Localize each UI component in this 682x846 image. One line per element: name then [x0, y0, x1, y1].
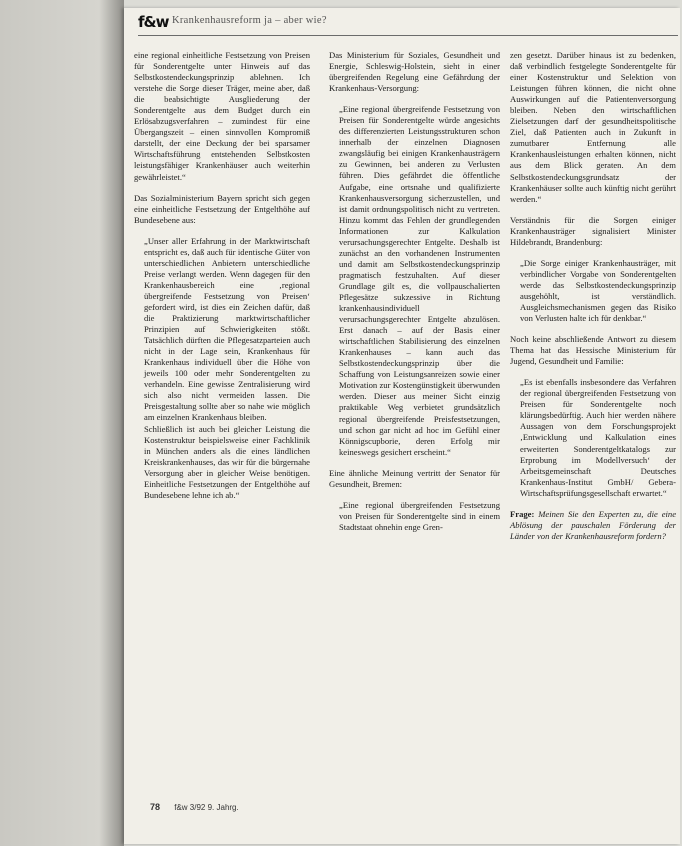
quote-paragraph: „Eine regional übergreifende Festsetzung von Preisen für Sonderentgelte würde angesichts des differenzierten Leistungsstrukturen schon innerhalb der einzelnen Diagnosen zwangsläufig bei einigen Krankenhausträgern zu Gewinnen, bei anderen zu Verlusten führen. Dies gefährdet die öffentliche Aufgabe, eine ortsnahe und qualifizierte Krankenhausversorgung sicherzustellen, und ist damit ordnungspolitisch nicht zu vertreten. Hinzu kommt das Fehlen der grundlegenden Informationen zur Kalkulation verursachungsgerechter Entgelte. Deshalb ist zunächst an den vorhandenen Instrumenten und damit am Selbstkostendeckungsprinzip pragmatisch festzuhalten. Auf dieser Grundlage gilt es, die vollpauschalierten Pflegesätze sukzessive in Richtung krankenhausindividuell verursachungsgerechter Entgelte abzulösen. Erst danach – auf der Basis einer wirtschaftlichen Stabilisierung des einzelnen Krankenhauses – kann auch das Selbstkostendeckungsprinzip über die Schaffung von Leistungsanreizen sowie einer Motivation zur Kostengünstigkeit überwunden werden. Dieser aus meiner Sicht einzig praktikable Weg verbietet grundsätzlich regional übergreifende Preisfestsetzungen, und schon gar nicht ad hoc im Gefühl einer Könnigscupborie, deren Erfolg mir keineswegs gesichert erscheint.“ [339, 104, 500, 457]
column-3 [510, 50, 676, 552]
page-footer [150, 802, 239, 812]
page-number: 78 [150, 802, 161, 812]
paragraph: eine regional einheitliche Festsetzung von Preisen für Sonderentgelte unter Hinweis auf das Selbstkostendeckungsprinzip ablehnen. Ich verstehe die Sorge dieser Träger, meine aber, daß die beabsichtigte Ausgliederung der Sonderentgelte aus dem Budget durch ein Erlösabzugsverfahren – zumindest für eine Übergangszeit – einen sinnvollen Kompromiß darstellt, der eine Deckung der bei sparsamer Wirtschaftsführung entstehenden Selbstkosten leistungsfähiger Krankenhäuser auch weiterhin gewährleistet.“ [134, 50, 310, 182]
column-1 [134, 50, 310, 511]
paragraph: Das Ministerium für Soziales, Gesundheit und Energie, Schleswig-Holstein, sieht in einer übergreifenden Regelung eine Gefährdung der Krankenhaus-Versorgung: [329, 50, 500, 94]
book-gutter [0, 0, 124, 846]
quote-paragraph: „Die Sorge einiger Krankenhausträger, mit verbindlicher Vorgabe von Sonderentgelten werde das Selbstkostendeckungsprinzip ausgehöhlt, ist verständlich. Ausgleichsmechanismen gegen das Risiko von Verlusten halte ich für denkbar.“ [520, 257, 676, 324]
column-2 [329, 50, 500, 543]
quote-paragraph: „Unser aller Erfahrung in der Marktwirtschaft entspricht es, daß auch für identische Güter von unterschiedlichen Anbietern unterschiedliche Preise verlangt werden. Wenn dagegen für den Krankenhausbereich eine ‚regional übergreifende Festsetzung von Preisen‘ gefordert wird, ist dies ein Zeichen dafür, daß die Praktizierung marktwirtschaftlicher Prinzipien auf Schwierigkeiten stößt. Tatsächlich dürften die Pflegesatzparteien auch nicht in der Lage sein, Krankenhaus für Krankenhaus individuell über die Höhe von jeweils 100 oder mehr Sonderentgelten zu verhandeln. Eine gewisse Zentralisierung wird sich also nicht vermeiden lassen. Die Preisgestaltung sollte aber so nahe wie möglich am einzelnen Krankenhaus bleiben. [144, 235, 310, 423]
paragraph: Verständnis für die Sorgen einiger Krankenhausträger signalisiert Minister Hildebrandt, Brandenburg: [510, 214, 676, 247]
question-label: Frage: [510, 508, 535, 519]
paragraph: Eine ähnliche Meinung vertritt der Senator für Gesundheit, Bremen: [329, 467, 500, 489]
magazine-logo: f&w [138, 13, 169, 31]
issue-info: f&w 3/92 9. Jahrg. [174, 803, 239, 812]
quote-paragraph: Schließlich ist auch bei gleicher Leistung die Kostenstruktur beispielsweise einer Fachklinik in München anders als die eines ländlichen Kreiskrankenhauses, das wir für die bürgernahe Versorgung aber in gleicher Weise benötigen. Einheitliche Festsetzungen der Entgelthöhe auf Bundesebene lehne ich ab.“ [144, 423, 310, 500]
quote-paragraph: „Es ist ebenfalls insbesondere das Verfahren der regional übergreifenden Festsetzung von Preisen für Sonderentgelte noch klärungsbedürftig. Auch hier werden nähere Aussagen von dem Forschungsprojekt ‚Entwicklung und Kalkulation eines erweiterten Sonderentgeltkatalogs zur Erprobung im Modellversuch‘ der Arbeitsgemeinschaft Deutsches Krankenhaus-Institut GmbH/ Gebera-Wirtschaftsprüfungsgesellschaft erwartet.“ [520, 377, 676, 498]
paragraph: zen gesetzt. Darüber hinaus ist zu bedenken, daß verbindlich festgelegte Sonderentgelte für einer Kostenstruktur und Selektion von Leistungen führen können, die nicht ohne Auswirkungen auf die Patientenversorgung bleiben. Neben den wirtschaftlichen Zielsetzungen darf der gesundheitspolitische Ziel, daß Patienten auch in Zukunft in zumutbarer Entfernung alle Krankenhausleistungen erhalten können, nicht aus dem Blick geraten. An dem Selbstkostendeckungsgrundsatz der Krankenhäuser sollte auch künftig nicht gerührt werden.“ [510, 50, 676, 204]
paragraph: Noch keine abschließende Antwort zu diesem Thema hat das Hessische Ministerium für Jugend, Gesundheit und Familie: [510, 334, 676, 367]
question-paragraph [510, 509, 676, 542]
running-title: Krankenhausreform ja – aber wie? [172, 15, 327, 26]
question-text: Meinen Sie den Experten zu, die eine Ablösung der pauschalen Förderung der Länder von der Krankenhausreform fordern? [510, 508, 677, 541]
header-rule [138, 35, 678, 36]
paragraph: Das Sozialministerium Bayern spricht sich gegen eine einheitliche Festsetzung der Entgelthöhe auf Bundesebene aus: [134, 192, 310, 225]
page-header [138, 12, 678, 34]
quote-paragraph: „Eine regional übergreifenden Festsetzung von Preisen für Sonderentgelte sind in einem Stadtstaat ohnehin enge Gren- [339, 499, 500, 532]
